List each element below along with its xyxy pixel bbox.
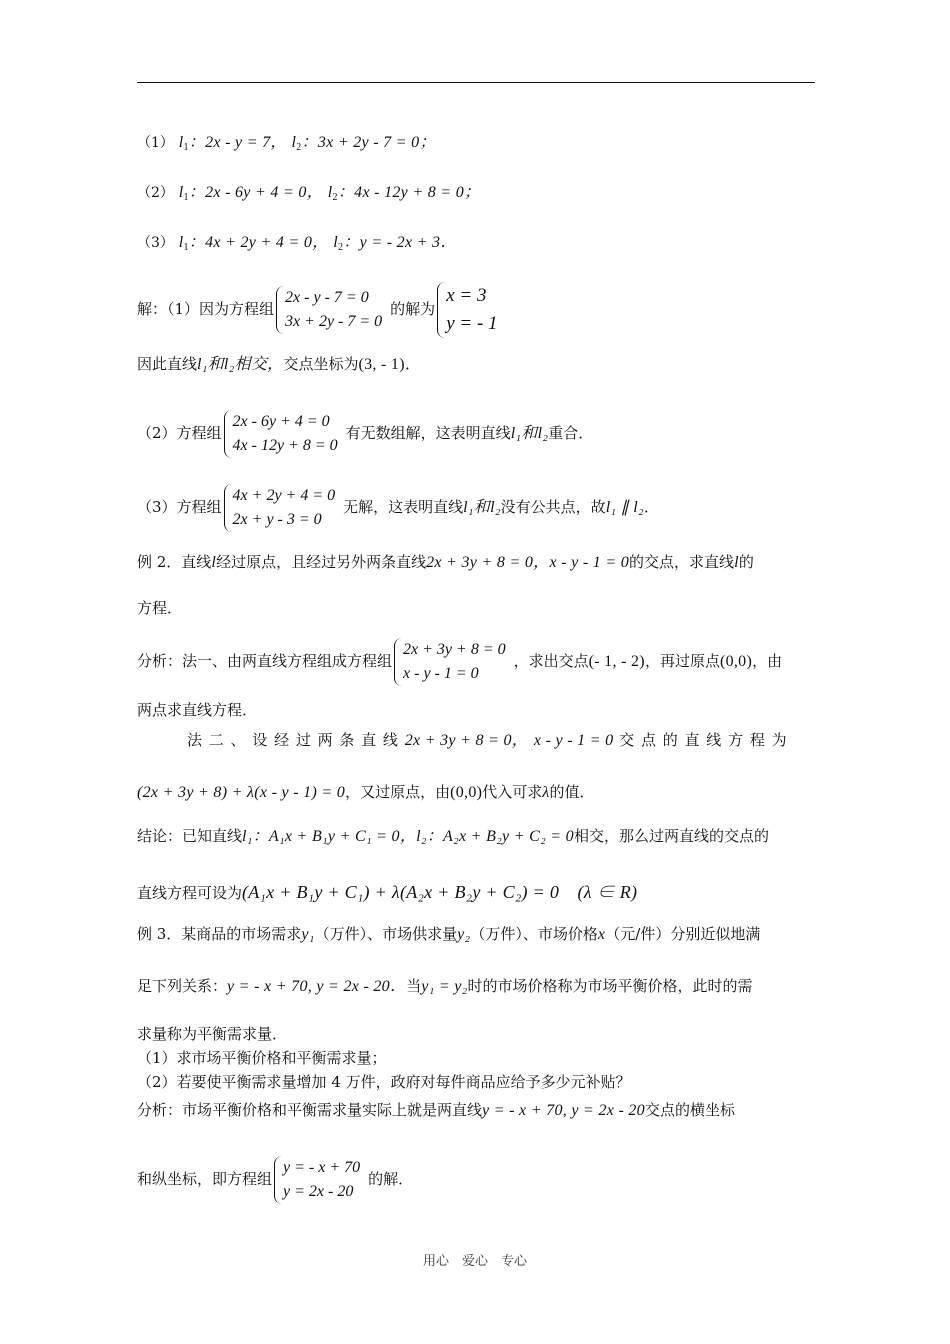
system-row: 2x - y - 7 = 0 (285, 289, 369, 306)
equation-system (274, 1156, 366, 1204)
equation: (A₁x + B₁y + C₁) + λ(A₂x + B₂y + C₂) = 0 (λ ∈ R) (242, 882, 638, 902)
text: 例 2．直线 (137, 553, 212, 571)
equation: 2x + 3y + 8 = 0， (404, 732, 529, 749)
item-3 (137, 232, 457, 258)
text: 的解为 (390, 300, 436, 318)
system-row: y = - x + 70 (283, 1159, 361, 1176)
text: 交点坐标为 (283, 355, 359, 373)
text: 分析：法一、由两直线方程组成方程组 (137, 652, 393, 670)
system-row: x = 3 (446, 285, 487, 306)
question-1: （1）求市场平衡价格和平衡需求量； (137, 1049, 387, 1067)
line-name: $l_2$ (291, 134, 302, 153)
math-text: l (734, 554, 739, 571)
equation: ：2x - y = 7， (188, 134, 287, 151)
equation: x - y - 1 = 0 (549, 554, 630, 571)
equation: l₂：A₂x + B₂y + C₂ = 0 (416, 828, 574, 845)
line-name: $l_2$ (333, 234, 344, 253)
text: （万件）、市场供求量 (314, 925, 458, 943)
equation-system (224, 410, 344, 458)
solution-1 (137, 282, 506, 338)
system-row: 3x + 2y - 7 = 0 (285, 313, 383, 330)
text: 无解，这表明直线 (343, 498, 464, 516)
line-name: $l_1$ (178, 234, 189, 253)
text: 法 二 、 设 经 过 两 条 直 线 (187, 731, 399, 749)
text: 相交，那么过两直线的交点的 (573, 827, 769, 845)
text: （2）方程组 (137, 424, 222, 442)
conclusion (137, 826, 769, 847)
system-row: y = 2x - 20 (283, 1183, 354, 1200)
solution-system (437, 282, 503, 338)
text: （3）方程组 (137, 498, 222, 516)
line-name: $l_1$ (178, 134, 189, 153)
text: 的值． (549, 783, 595, 801)
item-label: （3） (137, 235, 174, 251)
example-2-method-2-line2 (137, 782, 595, 803)
text: 交 点 的 直 线 方 程 为 (619, 731, 788, 749)
example-3-analysis (137, 1100, 735, 1121)
math-text: l₁和l₂ (510, 425, 549, 442)
equation: 2x + 3y + 8 = 0， (426, 554, 550, 571)
system-row: 4x + 2y + 4 = 0 (232, 487, 336, 504)
example-2-method-2 (187, 730, 788, 751)
example-3-line2 (137, 976, 753, 997)
equation: l₁：A₁x + B₁y + C₁ = 0， (242, 828, 417, 845)
math-text: l₁ ∥ l₂ (605, 499, 644, 516)
item-label: （1） (137, 135, 174, 151)
equation-system (276, 286, 388, 334)
math-text: l₁和l₂ (463, 499, 501, 516)
equation-system (394, 638, 512, 686)
example-3-analysis-line2 (137, 1156, 413, 1204)
math-text: (0,0) (450, 784, 483, 801)
example-3-line3: 求量称为平衡需求量． (137, 1025, 288, 1043)
text: 经过原点，且经过另外两条直线 (216, 553, 427, 571)
conclusion-line2 (137, 882, 637, 903)
math-text: l₁和l₂相交， (197, 356, 284, 373)
math-text: y₂ (457, 926, 471, 943)
example-2-analysis (137, 638, 782, 686)
item-1 (137, 132, 436, 158)
text: 有无数组解，这表明直线 (345, 424, 511, 442)
solution-1-conclusion (137, 354, 421, 375)
item-2 (137, 182, 480, 208)
text: 时的市场价格称为市场平衡价格，此时的需 (467, 977, 753, 995)
text: 交点的横坐标 (644, 1101, 735, 1119)
line-name: $l_1$ (178, 184, 189, 203)
system-row: x - y - 1 = 0 (403, 665, 479, 682)
text: （万件）、市场价格 (470, 925, 598, 943)
equation: ：2x - 6y + 4 = 0， (188, 184, 323, 201)
system-row: 2x + 3y + 8 = 0 (403, 641, 506, 658)
math-text: λ (542, 784, 550, 801)
text: 的解． (368, 1170, 414, 1188)
text: 和纵坐标，即方程组 (137, 1170, 273, 1188)
equation: x - y - 1 = 0 (533, 732, 614, 749)
text: ，由 (752, 652, 783, 670)
equation: ：4x - 12y + 8 = 0； (337, 184, 481, 201)
system-row: y = - 1 (446, 313, 498, 334)
text: （元/件）分别近似地满 (605, 925, 761, 943)
system-row: 4x - 12y + 8 = 0 (232, 437, 338, 454)
equation: y = - x + 70, y = 2x - 20． (227, 978, 407, 995)
text: 的 (738, 553, 754, 571)
solution-3 (137, 484, 659, 532)
text: 例 3．某商品的市场需求 (137, 925, 302, 943)
header-rule (137, 82, 815, 83)
equation: y₁ = y₂ (421, 978, 468, 995)
example-2-analysis-line2: 两点求直线方程． (137, 701, 258, 719)
text: 没有公共点，故 (500, 498, 606, 516)
example-2-title (137, 552, 754, 573)
math-text: (0,0) (719, 653, 753, 670)
text: 当 (406, 977, 422, 995)
text: 代入可求 (482, 783, 543, 801)
math-text: y₁ (301, 926, 315, 943)
text: 足下列关系： (137, 977, 228, 995)
intersection-point: (3, - 1)． (358, 356, 422, 373)
solution-intro: 解：（1）因为方程组 (137, 300, 275, 318)
equation-system (224, 484, 342, 532)
equation: ：y = - 2x + 3． (343, 234, 457, 251)
text: ，求出交点 (513, 652, 589, 670)
math-text: l (211, 554, 217, 571)
system-row: 2x + y - 3 = 0 (232, 511, 322, 528)
math-text: (- 1, - 2) (588, 653, 645, 670)
text: 直线方程可设为 (137, 884, 243, 902)
text: ，再过原点 (644, 652, 720, 670)
item-label: （2） (137, 185, 174, 201)
equation: ：4x + 2y + 4 = 0， (188, 234, 329, 251)
system-row: 2x - 6y + 4 = 0 (232, 413, 330, 430)
text: ，又过原点，由 (345, 783, 451, 801)
equation: (2x + 3y + 8) + λ(x - y - 1) = 0 (137, 784, 346, 801)
text: 重合． (548, 424, 594, 442)
equation: ：3x + 2y - 7 = 0； (301, 134, 436, 151)
text: 分析：市场平衡价格和平衡需求量实际上就是两直线 (137, 1101, 483, 1119)
question-2: （2）若要使平衡需求量增加 4 万件，政府对每件商品应给予多少元补贴？ (137, 1073, 631, 1091)
line-name: $l_2$ (327, 184, 338, 203)
text: 结论：已知直线 (137, 827, 243, 845)
text: 因此直线 (137, 355, 198, 373)
equation: y = - x + 70, y = 2x - 20 (482, 1102, 645, 1119)
example-3-title (137, 924, 760, 945)
math-text: x (597, 926, 606, 943)
example-2-line2: 方程． (137, 599, 183, 617)
solution-2 (137, 410, 593, 458)
page-footer: 用心 爱心 专心 (422, 1254, 527, 1269)
text: ． (643, 498, 659, 516)
text: 的交点，求直线 (629, 553, 735, 571)
